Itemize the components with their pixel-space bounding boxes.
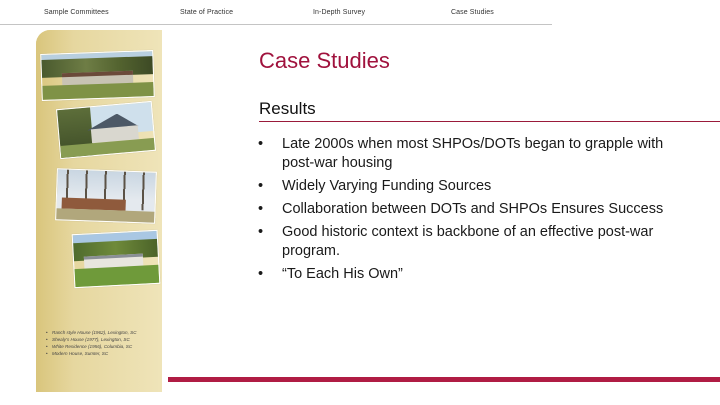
- white-residence-photo: [55, 168, 157, 223]
- section-heading: Results: [259, 99, 316, 118]
- caption-item: • Modern House, Sumter, SC: [46, 350, 160, 357]
- nav-item-sample-committees[interactable]: Sample Committees: [44, 9, 109, 16]
- bullet-item: • Good historic context is backbone of an effective post-war program.: [258, 223, 688, 261]
- nav-item-state-of-practice[interactable]: State of Practice: [180, 9, 234, 16]
- top-navigation: [0, 0, 720, 24]
- shealy-house-photo: [56, 101, 156, 159]
- ranch-house-photo: [40, 50, 155, 101]
- bullet-item: • Collaboration between DOTs and SHPOs Ensures Success: [258, 200, 688, 219]
- slide-title: Case Studies: [259, 48, 390, 73]
- bullet-item: • “To Each His Own”: [258, 265, 688, 284]
- caption-item: • Shealy’s House (1977), Lexington, SC: [46, 336, 160, 343]
- section-divider: [259, 121, 720, 122]
- modern-house-photo: [72, 230, 161, 288]
- photo-captions: [46, 329, 160, 357]
- bullet-item: • Late 2000s when most SHPOs/DOTs began to grapple with post-war housing: [258, 135, 688, 173]
- nav-item-in-depth-survey[interactable]: In-Depth Survey: [313, 9, 366, 16]
- bullet-item: • Widely Varying Funding Sources: [258, 177, 688, 196]
- caption-item: • White Residence (1956), Columbia, SC: [46, 343, 160, 350]
- caption-item: • Ranch style House (1962), Lexington, SC: [46, 329, 160, 336]
- nav-item-case-studies[interactable]: Case Studies: [451, 9, 494, 16]
- results-list: [258, 135, 688, 288]
- nav-divider: [0, 24, 552, 25]
- footer-bar: [168, 377, 720, 382]
